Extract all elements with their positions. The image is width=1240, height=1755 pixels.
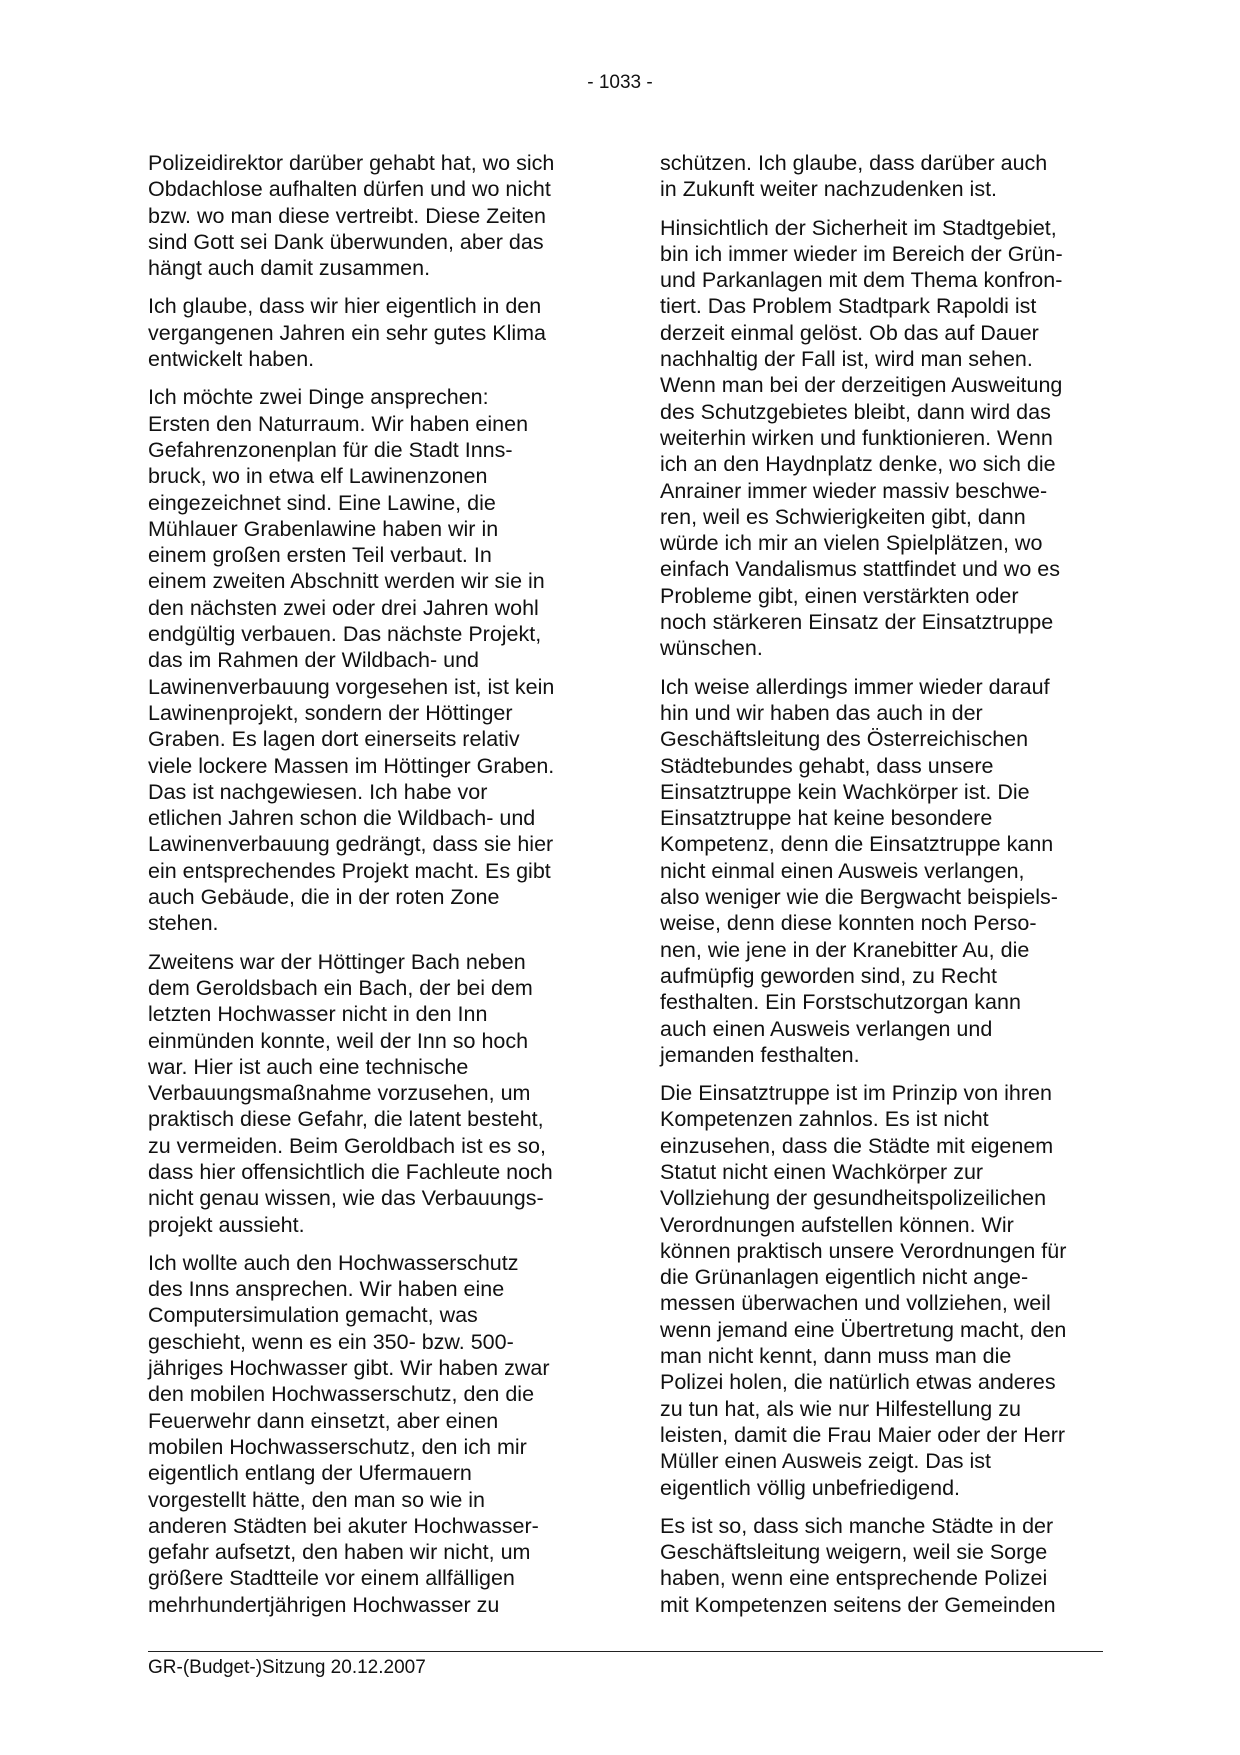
text-line: festhalten. Ein Forstschutzorgan kann: [660, 990, 1021, 1015]
text-line: Es ist so, dass sich manche Städte in der: [660, 1513, 1054, 1538]
text-line: Hinsichtlich der Sicherheit im Stadtgebiet,: [660, 215, 1057, 240]
text-line: messen überwachen und vollziehen, weil: [660, 1291, 1051, 1316]
text-line: Zweitens war der Höttinger Bach neben: [148, 949, 526, 974]
text-line: können praktisch unsere Verordnungen für: [660, 1238, 1067, 1263]
text-line: eigentlich völlig unbefriedigend.: [660, 1475, 961, 1500]
paragraph: [148, 949, 588, 1238]
text-line: weiterhin wirken und funktionieren. Wenn: [660, 425, 1053, 450]
text-line: nicht einmal einen Ausweis verlangen,: [660, 858, 1025, 883]
text-line: Die Einsatztruppe ist im Prinzip von ihren: [660, 1081, 1052, 1106]
text-line: ein entsprechendes Projekt macht. Es gibt: [148, 858, 551, 883]
text-line: geschieht, wenn es ein 350- bzw. 500-: [148, 1329, 514, 1354]
text-line: sind Gott sei Dank überwunden, aber das: [148, 229, 544, 254]
text-line: ich an den Haydnplatz denke, wo sich die: [660, 452, 1056, 477]
text-line: Müller einen Ausweis zeigt. Das ist: [660, 1449, 992, 1474]
text-line: gefahr aufsetzt, den haben wir nicht, um: [148, 1540, 531, 1565]
text-line: auch einen Ausweis verlangen und: [660, 1016, 993, 1041]
text-line: den mobilen Hochwasserschutz, den die: [148, 1382, 535, 1407]
text-line: endgültig verbauen. Das nächste Projekt,: [148, 622, 542, 647]
paragraph: [148, 293, 588, 372]
text-line: nicht genau wissen, wie das Verbauungs-: [148, 1186, 544, 1211]
text-line: jähriges Hochwasser gibt. Wir haben zwar: [148, 1356, 550, 1381]
text-line: entwickelt haben.: [148, 347, 315, 372]
text-line: Kompetenz, denn die Einsatztruppe kann: [660, 832, 1054, 857]
paragraph: [148, 1250, 588, 1618]
text-line: Ich glaube, dass wir hier eigentlich in den: [148, 294, 542, 319]
text-line: dass hier offensichtlich die Fachleute noch: [148, 1159, 553, 1184]
text-line: tiert. Das Problem Stadtpark Rapoldi ist: [660, 294, 1037, 319]
text-line: zu tun hat, als wie nur Hilfestellung zu: [660, 1396, 1021, 1421]
text-line: jemanden festhalten.: [660, 1042, 860, 1067]
text-line: Einsatztruppe hat keine besondere: [660, 806, 993, 831]
text-line: Polizeidirektor darüber gehabt hat, wo sich: [148, 151, 555, 175]
text-line: Graben. Es lagen dort einerseits relativ: [148, 727, 520, 752]
text-line: viele lockere Massen im Höttinger Graben.: [148, 753, 555, 778]
text-line: also weniger wie die Bergwacht beispiels-: [660, 885, 1058, 910]
text-line: Ich möchte zwei Dinge ansprechen:: [148, 385, 489, 410]
text-line: stehen.: [148, 911, 219, 936]
text-line: Geschäftsleitung des Österreichischen: [660, 727, 1029, 752]
text-line: derzeit einmal gelöst. Ob das auf Dauer: [660, 320, 1039, 345]
text-line: bzw. wo man diese vertreibt. Diese Zeiten: [148, 203, 546, 228]
text-line: hin und wir haben das auch in der: [660, 700, 983, 725]
text-line: vorgestellt hätte, den man so wie in: [148, 1487, 486, 1512]
text-line: man nicht kennt, dann muss man die: [660, 1344, 1012, 1369]
text-line: Städtebundes gehabt, dass unsere: [660, 753, 994, 778]
footer-session-label: GR-(Budget-)Sitzung 20.12.2007: [148, 1657, 426, 1678]
text-line: Mühlauer Grabenlawine haben wir in: [148, 516, 499, 541]
text-line: haben, wenn eine entsprechende Polizei: [660, 1566, 1048, 1591]
text-line: nen, wie jene in der Kranebitter Au, die: [660, 937, 1030, 962]
text-line: aufmüpfig geworden sind, zu Recht: [660, 963, 998, 988]
paragraph: [660, 1080, 1106, 1501]
text-line: letzten Hochwasser nicht in den Inn: [148, 1002, 488, 1027]
paragraph: [660, 215, 1106, 662]
text-line: dem Geroldsbach ein Bach, der bei dem: [148, 975, 533, 1000]
text-line: weise, denn diese konnten noch Perso-: [660, 911, 1037, 936]
text-line: einmünden konnte, weil der Inn so hoch: [148, 1028, 529, 1053]
text-line: bruck, wo in etwa elf Lawinenzonen: [148, 464, 488, 489]
text-line: ren, weil es Schwierigkeiten gibt, dann: [660, 504, 1026, 529]
text-line: eingezeichnet sind. Eine Lawine, die: [148, 490, 496, 515]
text-line: mit Kompetenzen seitens der Gemeinden: [660, 1592, 1056, 1617]
text-line: Einsatztruppe kein Wachkörper ist. Die: [660, 779, 1030, 804]
text-line: etlichen Jahren schon die Wildbach- und: [148, 806, 536, 831]
text-line: Lawinenverbauung vorgesehen ist, ist kein: [148, 674, 555, 699]
text-line: des Schutzgebietes bleibt, dann wird das: [660, 399, 1051, 424]
right-column: [660, 150, 1106, 1630]
paragraph: [660, 1513, 1106, 1618]
text-line: Anrainer immer wieder massiv beschwe-: [660, 478, 1048, 503]
text-line: Verbauungsmaßnahme vorzusehen, um: [148, 1081, 531, 1106]
text-line: Geschäftsleitung weigern, weil sie Sorge: [660, 1540, 1048, 1565]
text-line: des Inns ansprechen. Wir haben eine: [148, 1277, 505, 1302]
paragraph: [660, 150, 1106, 203]
text-line: Verordnungen aufstellen können. Wir: [660, 1212, 1014, 1237]
text-line: in Zukunft weiter nachzudenken ist.: [660, 177, 998, 202]
text-line: Ersten den Naturraum. Wir haben einen: [148, 411, 529, 436]
text-line: war. Hier ist auch eine technische: [148, 1054, 469, 1079]
text-line: Das ist nachgewiesen. Ich habe vor: [148, 779, 488, 804]
text-line: würde ich mir an vielen Spielplätzen, wo: [660, 531, 1043, 556]
paragraph: [660, 674, 1106, 1068]
text-line: die Grünanlagen eigentlich nicht ange-: [660, 1265, 1029, 1290]
footer-divider: [148, 1651, 1103, 1652]
text-line: noch stärkeren Einsatz der Einsatztruppe: [660, 610, 1054, 635]
text-line: wenn jemand eine Übertretung macht, den: [660, 1317, 1067, 1342]
paragraph: [148, 150, 588, 281]
text-line: Statut nicht einen Wachkörper zur: [660, 1159, 984, 1184]
text-line: den nächsten zwei oder drei Jahren wohl: [148, 595, 539, 620]
text-line: mehrhundertjährigen Hochwasser zu: [148, 1592, 500, 1617]
text-line: eigentlich entlang der Ufermauern: [148, 1461, 472, 1486]
text-line: nachhaltig der Fall ist, wird man sehen.: [660, 347, 1033, 372]
text-line: einem zweiten Abschnitt werden wir sie in: [148, 569, 545, 594]
text-line: leisten, damit die Frau Maier oder der Herr: [660, 1422, 1066, 1447]
text-line: anderen Städten bei akuter Hochwasser-: [148, 1513, 539, 1538]
text-line: einzusehen, dass die Städte mit eigenem: [660, 1133, 1054, 1158]
text-line: Lawinenverbauung gedrängt, dass sie hier: [148, 832, 554, 857]
page-number: - 1033 -: [587, 72, 653, 93]
text-line: mobilen Hochwasserschutz, den ich mir: [148, 1434, 527, 1459]
text-line: einem großen ersten Teil verbaut. In: [148, 543, 492, 568]
text-line: projekt aussieht.: [148, 1212, 305, 1237]
text-line: Vollziehung der gesundheitspolizeilichen: [660, 1186, 1047, 1211]
text-line: Feuerwehr dann einsetzt, aber einen: [148, 1408, 499, 1433]
text-line: Probleme gibt, einen verstärkten oder: [660, 583, 1019, 608]
text-line: schützen. Ich glaube, dass darüber auch: [660, 151, 1048, 175]
paragraph: [148, 384, 588, 936]
text-line: hängt auch damit zusammen.: [148, 256, 431, 281]
text-line: Gefahrenzonenplan für die Stadt Inns-: [148, 437, 513, 462]
text-line: das im Rahmen der Wildbach- und: [148, 648, 480, 673]
text-line: auch Gebäude, die in der roten Zone: [148, 885, 500, 910]
left-column: [148, 150, 588, 1630]
text-line: zu vermeiden. Beim Geroldbach ist es so,: [148, 1133, 546, 1158]
text-line: größere Stadtteile vor einem allfälligen: [148, 1566, 515, 1591]
text-line: Kompetenzen zahnlos. Es ist nicht: [660, 1107, 989, 1132]
text-line: praktisch diese Gefahr, die latent besteht,: [148, 1107, 544, 1132]
text-line: Ich wollte auch den Hochwasserschutz: [148, 1250, 519, 1275]
text-line: und Parkanlagen mit dem Thema konfron-: [660, 268, 1063, 293]
text-line: Wenn man bei der derzeitigen Ausweitung: [660, 373, 1063, 398]
text-line: einfach Vandalismus stattfindet und wo es: [660, 557, 1060, 582]
text-line: Polizei holen, die natürlich etwas anderes: [660, 1370, 1056, 1395]
text-line: vergangenen Jahren ein sehr gutes Klima: [148, 320, 547, 345]
text-line: bin ich immer wieder im Bereich der Grün-: [660, 241, 1063, 266]
text-line: Lawinenprojekt, sondern der Höttinger: [148, 700, 513, 725]
text-line: wünschen.: [660, 636, 763, 661]
text-line: Computersimulation gemacht, was: [148, 1303, 478, 1328]
text-line: Ich weise allerdings immer wieder darauf: [660, 674, 1050, 699]
text-line: Obdachlose aufhalten dürfen und wo nicht: [148, 177, 551, 202]
